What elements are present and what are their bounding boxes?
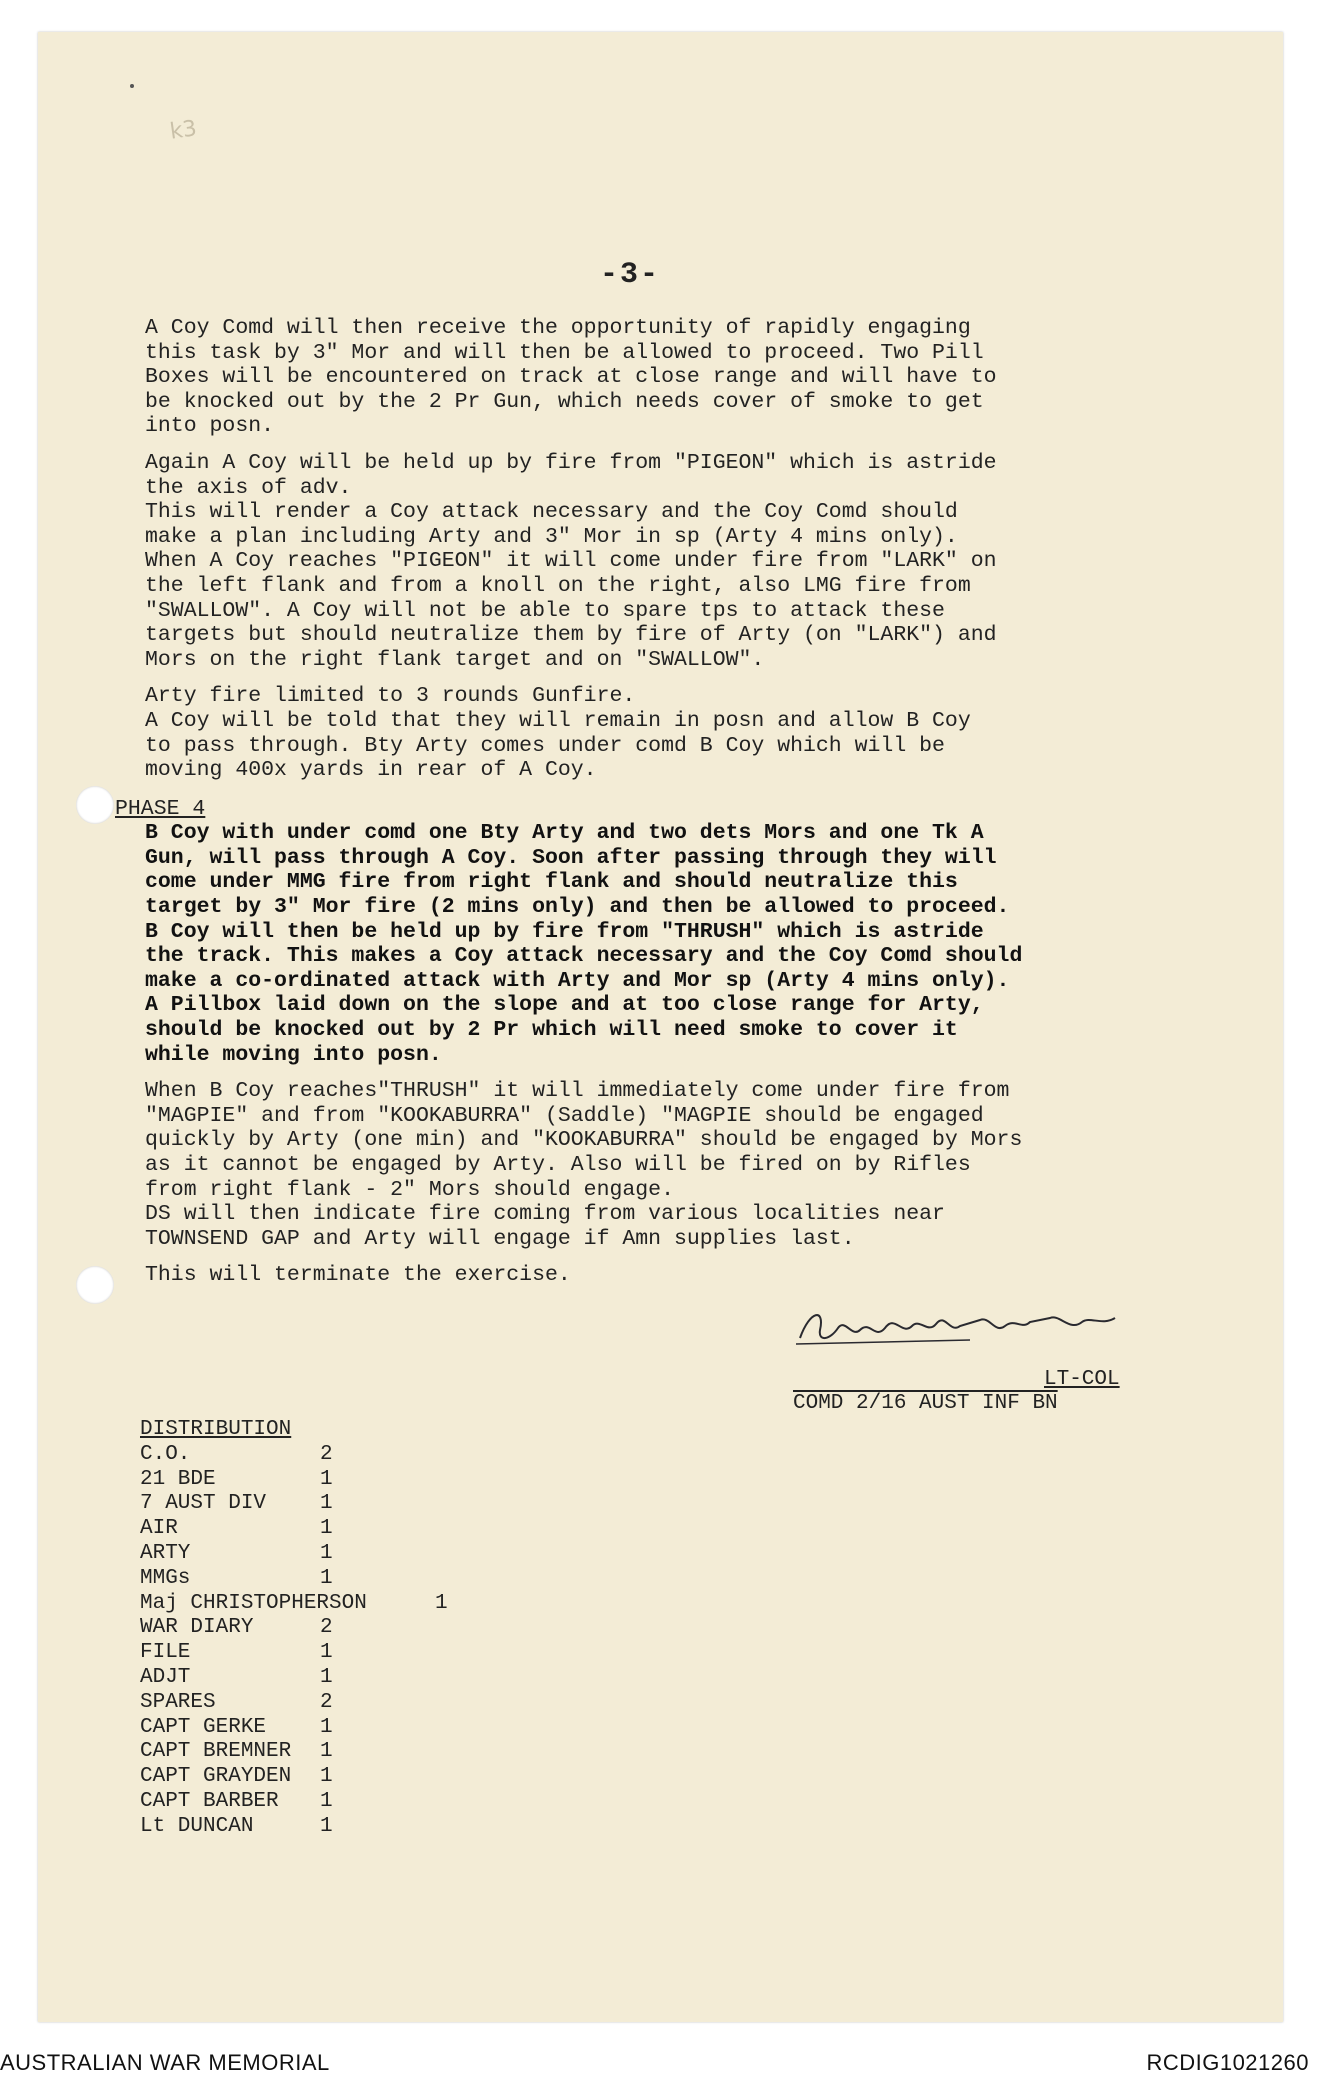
signature-unit: COMD 2/16 AUST INF BN — [793, 1392, 1058, 1415]
distribution-copies: 2 — [320, 1616, 333, 1640]
ink-dot — [130, 84, 134, 88]
distribution-recipient: FILE — [140, 1641, 191, 1665]
distribution-copies: 1 — [320, 1566, 333, 1590]
distribution-recipient: C.O. — [140, 1442, 191, 1466]
distribution-row — [140, 1765, 448, 1790]
distribution-recipient: WAR DIARY — [140, 1616, 254, 1640]
distribution-recipient: CAPT BARBER — [140, 1789, 279, 1813]
distribution-row — [140, 1542, 448, 1567]
distribution-copies: 1 — [320, 1740, 333, 1764]
paragraph: B Coy with under comd one Bty Arty and two dets Mors and one Tk A Gun, will pass through A Coy. Soon after passing through they will come under MMG fire from right flank and should neutralize this target by 3" Mor fire (2 mins only) and then be allowed to proceed. B Coy will then be held up by fire from "THRUSH" which is astride the track. This makes a Coy attack necessary and the Coy Comd should make a co-ordinated attack with Arty and Mor sp (Arty 4 mins only). A Pillbox laid down on the slope and at too close range for Arty, should be knocked out by 2 Pr which will need smoke to cover it while moving into posn. — [145, 821, 1023, 1067]
distribution-copies: 1 — [320, 1641, 333, 1665]
distribution-copies: 1 — [320, 1765, 333, 1789]
distribution-recipient: Maj CHRISTOPHERSON — [140, 1591, 367, 1615]
distribution-recipient: 21 BDE — [140, 1467, 216, 1491]
footer-institution: AUSTRALIAN WAR MEMORIAL — [0, 2050, 330, 2075]
distribution-copies: 1 — [320, 1789, 333, 1813]
distribution-copies: 1 — [320, 1492, 333, 1516]
distribution-recipient: 7 AUST DIV — [140, 1492, 267, 1516]
page-number: -3- — [600, 258, 661, 292]
distribution-row — [140, 1666, 448, 1691]
distribution-row — [140, 1616, 448, 1641]
distribution-copies: 1 — [320, 1467, 333, 1491]
distribution-row — [140, 1641, 448, 1666]
paragraph: Again A Coy will be held up by fire from "PIGEON" which is astride the axis of adv. This will render a Coy attack necessary and the Coy Comd should make a plan including Arty and 3" Mor in sp (Arty 4 mins only). When A Coy reaches "PIGEON" it will come under fire from "LARK" on the left flank and from a knoll on the right, also LMG fire from "SWALLOW". A Coy will not be able to spare tps to attack these targets but should neutralize them by fire of Arty (on "LARK") and Mors on the right flank target and on "SWALLOW". — [145, 450, 997, 672]
distribution-title: DISTRIBUTION — [140, 1418, 292, 1441]
distribution-row — [140, 1567, 448, 1592]
distribution-copies: 2 — [320, 1690, 333, 1714]
phase-heading: PHASE 4 — [115, 796, 206, 821]
distribution-recipient: AIR — [140, 1517, 178, 1541]
distribution-row — [140, 1815, 448, 1840]
handwritten-signature — [790, 1300, 1130, 1350]
distribution-row — [140, 1517, 448, 1542]
distribution-row — [140, 1443, 448, 1468]
signature-rank: LT-COL — [1044, 1368, 1120, 1391]
distribution-copies: 1 — [435, 1591, 448, 1615]
distribution-recipient: SPARES — [140, 1690, 216, 1714]
paragraph: Arty fire limited to 3 rounds Gunfire. A Coy will be told that they will remain in posn and allow B Coy to pass through. Bty Arty comes under comd B Coy which will be moving 400x yards in rear of A Coy. — [145, 684, 971, 783]
punch-hole — [76, 786, 114, 824]
distribution-row — [140, 1740, 448, 1765]
document-body — [115, 316, 1185, 1300]
distribution-copies: 1 — [320, 1715, 333, 1739]
distribution-recipient: CAPT GERKE — [140, 1715, 267, 1739]
distribution-row — [140, 1790, 448, 1815]
distribution-row — [140, 1691, 448, 1716]
distribution-recipient: Lt DUNCAN — [140, 1814, 254, 1838]
paragraph: A Coy Comd will then receive the opportunity of rapidly engaging this task by 3" Mor and will then be allowed to proceed. Two Pill Boxes will be encountered on track at close range and will have to be knocked out by the 2 Pr Gun, which needs cover of smoke to get into posn. — [145, 316, 997, 439]
distribution-recipient: MMGs — [140, 1566, 191, 1590]
distribution-copies: 1 — [320, 1665, 333, 1689]
distribution-row — [140, 1492, 448, 1517]
pencil-mark: k3 — [168, 116, 199, 145]
paragraph: When B Coy reaches"THRUSH" it will immediately come under fire from "MAGPIE" and from "KOOKABURRA" (Saddle) "MAGPIE should be engaged quickly by Arty (one min) and "KOOKABURRA" should be engaged by Mors as it cannot be engaged by Arty. Also will be fired on by Rifles from right flank - 2" Mors should engage. DS will then indicate fire coming from various localities near TOWNSEND GAP and Arty will engage if Amn supplies last. — [145, 1079, 1023, 1251]
distribution-copies: 1 — [320, 1517, 333, 1541]
distribution-recipient: CAPT BREMNER — [140, 1740, 292, 1764]
distribution-copies: 1 — [320, 1814, 333, 1838]
distribution-list — [140, 1418, 448, 1840]
distribution-row — [140, 1592, 448, 1617]
distribution-recipient: ARTY — [140, 1541, 191, 1565]
distribution-row — [140, 1468, 448, 1493]
punch-hole — [76, 1266, 114, 1304]
footer-record-id: RCDIG1021260 — [1146, 2050, 1309, 2075]
distribution-recipient: CAPT GRAYDEN — [140, 1765, 292, 1789]
paragraph: This will terminate the exercise. — [145, 1263, 571, 1288]
distribution-row — [140, 1716, 448, 1741]
distribution-copies: 2 — [320, 1442, 333, 1466]
distribution-recipient: ADJT — [140, 1665, 191, 1689]
distribution-copies: 1 — [320, 1541, 333, 1565]
